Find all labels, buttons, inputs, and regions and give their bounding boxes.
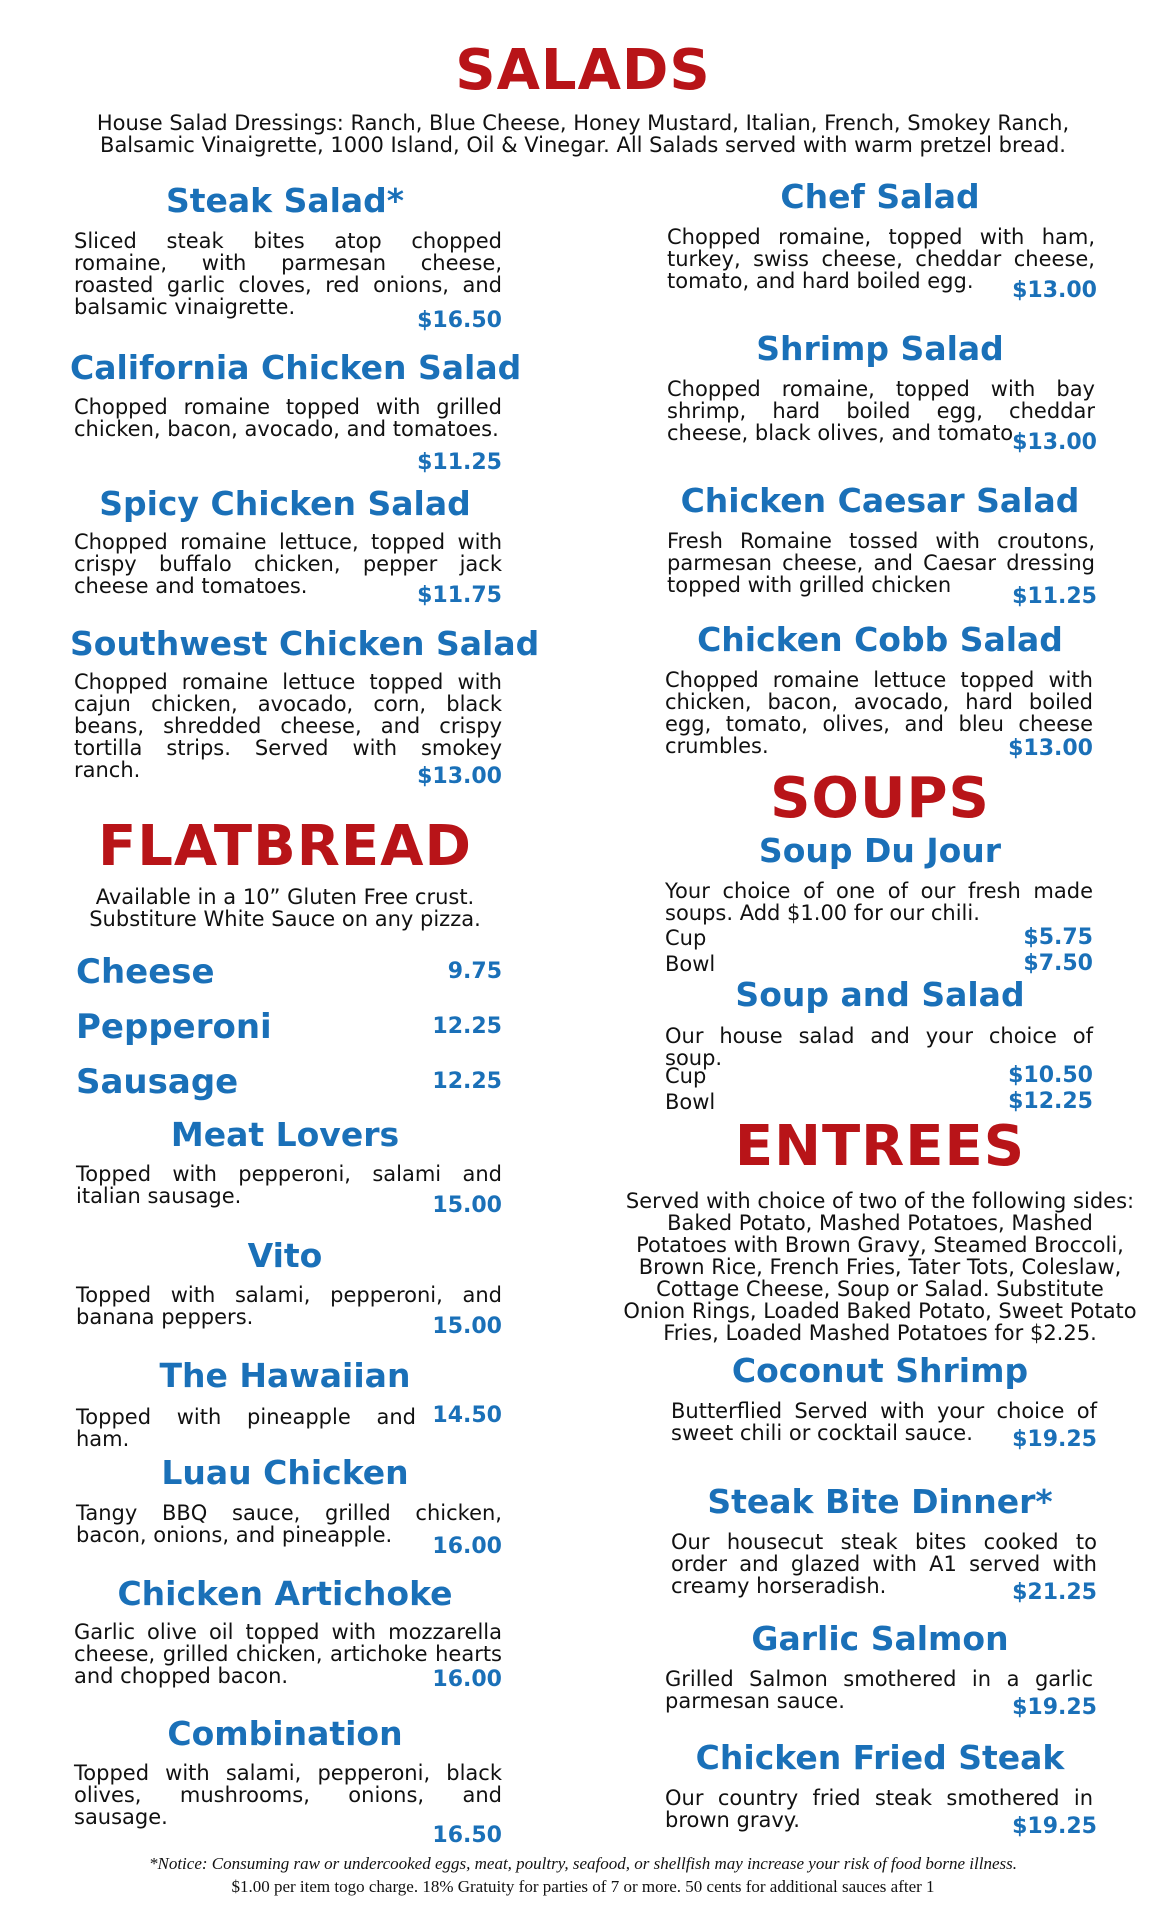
flatbread-heading: FLATBREAD — [97, 814, 472, 879]
meat-lovers-price: 15.00 — [432, 1193, 502, 1218]
steak-bite-dinner-price: $21.25 — [1012, 1580, 1097, 1605]
flatbread-white-sauce-note: Substiture White Sauce on any pizza. — [89, 907, 481, 931]
flatbread-cheese-name: Cheese — [76, 952, 215, 992]
shrimp-salad-price: $13.00 — [1012, 430, 1097, 455]
soup-and-salad-bowl-price: $12.25 — [1008, 1089, 1093, 1114]
california-chicken-salad-price: $11.25 — [417, 450, 502, 475]
spicy-chicken-salad-description: Chopped romaine lettuce, topped with crispy buffalo chicken, pepper jack cheese and tomatoes. — [74, 530, 502, 598]
soup-and-salad-bowl-label: Bowl — [665, 1090, 716, 1114]
vito-name: Vito — [247, 1236, 323, 1275]
southwest-chicken-salad-description: Chopped romaine lettuce topped with cajun chicken, avocado, corn, black beans, shredded cheese, and crispy tortilla strips. Served with smokey ranch. — [74, 670, 502, 782]
combination-price: 16.50 — [432, 1823, 502, 1848]
salads-heading: SALADS — [455, 38, 711, 103]
vito-price: 15.00 — [432, 1314, 502, 1339]
charges-notice: $1.00 per item togo charge. 18% Gratuity for parties of 7 or more. 50 cents for additional sauces after 1 — [231, 1877, 935, 1896]
food-safety-notice: *Notice: Consuming raw or undercooked eggs, meat, poultry, seafood, or shellfish may increase your risk of food borne illness. — [148, 1854, 1018, 1873]
entrees-heading: ENTREES — [734, 1114, 1026, 1179]
vito-description: Topped with salami, pepperoni, and banana peppers. — [76, 1283, 502, 1329]
entrees-sides-note: Served with choice of two of the following sides: Baked Potato, Mashed Potatoes, Mashed Potatoes with Brown Gravy, Steamed Broccoli, Brown Rice, French Fries, Tater Tots, Coleslaw, Cottage Cheese, Soup or Salad. Substitute Onion Rings, Loaded Baked Potato, Sweet Potato Fries, Loaded Mashed Potatoes for $2.25. — [623, 1189, 1137, 1345]
steak-salad-name: Steak Salad* — [165, 181, 405, 220]
soup-du-jour-bowl-price: $7.50 — [1023, 951, 1093, 976]
soup-du-jour-cup-label: Cup — [665, 926, 707, 950]
steak-salad-price: $16.50 — [417, 308, 502, 333]
flatbread-pepperoni-name: Pepperoni — [76, 1007, 272, 1047]
soup-du-jour-cup-price: $5.75 — [1023, 925, 1093, 950]
chef-salad-name: Chef Salad — [780, 177, 980, 216]
flatbread-pepperoni-price: 12.25 — [432, 1014, 502, 1039]
flatbread-sausage-name: Sausage — [76, 1062, 239, 1102]
soups-heading: SOUPS — [770, 766, 990, 831]
soup-and-salad-cup-price: $10.50 — [1008, 1063, 1093, 1088]
chicken-fried-steak-price: $19.25 — [1012, 1814, 1097, 1839]
chicken-caesar-salad-description: Fresh Romaine tossed with croutons, parmesan cheese, and Caesar dressing topped with grilled chicken — [667, 529, 1095, 597]
salads-dressings-line-2: Balsamic Vinaigrette, 1000 Island, Oil & Vinegar. All Salads served with warm pretzel bread. — [100, 133, 1066, 157]
the-hawaiian-price: 14.50 — [432, 1403, 502, 1428]
soup-du-jour-description: Your choice of one of our fresh made soups. Add $1.00 for our chili. — [665, 879, 1093, 925]
soup-du-jour-bowl-label: Bowl — [665, 952, 716, 976]
chicken-artichoke-name: Chicken Artichoke — [117, 1574, 453, 1613]
steak-bite-dinner-name: Steak Bite Dinner* — [707, 1482, 1053, 1521]
coconut-shrimp-name: Coconut Shrimp — [731, 1351, 1029, 1390]
steak-bite-dinner-description: Our housecut steak bites cooked to order and glazed with A1 served with creamy horseradish. — [671, 1530, 1097, 1598]
chicken-fried-steak-description: Our country fried steak smothered in brown gravy. — [665, 1786, 1093, 1832]
coconut-shrimp-description: Butterflied Served with your choice of sweet chili or cocktail sauce. — [671, 1399, 1097, 1445]
chicken-cobb-salad-description: Chopped romaine lettuce topped with chicken, bacon, avocado, hard boiled egg, tomato, olives, and bleu cheese crumbles. — [665, 668, 1093, 758]
meat-lovers-name: Meat Lovers — [170, 1115, 400, 1154]
chicken-fried-steak-name: Chicken Fried Steak — [695, 1738, 1065, 1777]
combination-name: Combination — [167, 1714, 403, 1753]
chicken-caesar-salad-price: $11.25 — [1012, 584, 1097, 609]
soup-du-jour-name: Soup Du Jour — [758, 831, 1002, 870]
steak-salad-description: Sliced steak bites atop chopped romaine, with parmesan cheese, roasted garlic cloves, red onions, and balsamic vinaigrette. — [74, 229, 502, 319]
chicken-artichoke-description: Garlic olive oil topped with mozzarella cheese, grilled chicken, artichoke hearts and chopped bacon. — [74, 1620, 502, 1688]
southwest-chicken-salad-price: $13.00 — [417, 764, 502, 789]
soup-and-salad-description: Our house salad and your choice of soup. — [665, 1024, 1093, 1070]
garlic-salmon-name: Garlic Salmon — [751, 1619, 1009, 1658]
luau-chicken-name: Luau Chicken — [161, 1453, 409, 1492]
luau-chicken-price: 16.00 — [432, 1534, 502, 1559]
chicken-cobb-salad-price: $13.00 — [1008, 736, 1093, 761]
garlic-salmon-description: Grilled Salmon smothered in a garlic parmesan sauce. — [665, 1667, 1093, 1713]
spicy-chicken-salad-name: Spicy Chicken Salad — [99, 484, 471, 523]
california-chicken-salad-name: California Chicken Salad — [70, 348, 522, 387]
garlic-salmon-price: $19.25 — [1012, 1695, 1097, 1720]
spicy-chicken-salad-price: $11.75 — [417, 583, 502, 608]
shrimp-salad-name: Shrimp Salad — [756, 329, 1004, 368]
salads-dressings-line-1: House Salad Dressings: Ranch, Blue Cheese, Honey Mustard, Italian, French, Smokey Ranch, — [96, 111, 1070, 135]
chef-salad-description: Chopped romaine, topped with ham, turkey, swiss cheese, cheddar cheese, tomato, and hard boiled egg. — [667, 225, 1095, 293]
the-hawaiian-description: Topped with pineapple and ham. — [76, 1405, 416, 1451]
flatbread-cheese-price: 9.75 — [447, 959, 502, 984]
flatbread-sausage-price: 12.25 — [432, 1069, 502, 1094]
luau-chicken-description: Tangy BBQ sauce, grilled chicken, bacon, onions, and pineapple. — [76, 1501, 502, 1547]
chicken-caesar-salad-name: Chicken Caesar Salad — [680, 481, 1080, 520]
chicken-cobb-salad-name: Chicken Cobb Salad — [697, 620, 1063, 659]
combination-description: Topped with salami, pepperoni, black olives, mushrooms, onions, and sausage. — [74, 1761, 502, 1829]
soup-and-salad-name: Soup and Salad — [735, 975, 1025, 1014]
the-hawaiian-name: The Hawaiian — [159, 1356, 411, 1395]
shrimp-salad-description: Chopped romaine, topped with bay shrimp, hard boiled egg, cheddar cheese, black olives, and tomato. — [667, 377, 1095, 445]
southwest-chicken-salad-name: Southwest Chicken Salad — [70, 624, 540, 663]
california-chicken-salad-description: Chopped romaine topped with grilled chicken, bacon, avocado, and tomatoes. — [74, 395, 502, 441]
flatbread-gluten-free-note: Available in a 10” Gluten Free crust. — [95, 885, 475, 909]
chicken-artichoke-price: 16.00 — [432, 1667, 502, 1692]
meat-lovers-description: Topped with pepperoni, salami and italian sausage. — [76, 1162, 502, 1208]
coconut-shrimp-price: $19.25 — [1012, 1427, 1097, 1452]
soup-and-salad-cup-label: Cup — [665, 1064, 707, 1088]
chef-salad-price: $13.00 — [1012, 278, 1097, 303]
